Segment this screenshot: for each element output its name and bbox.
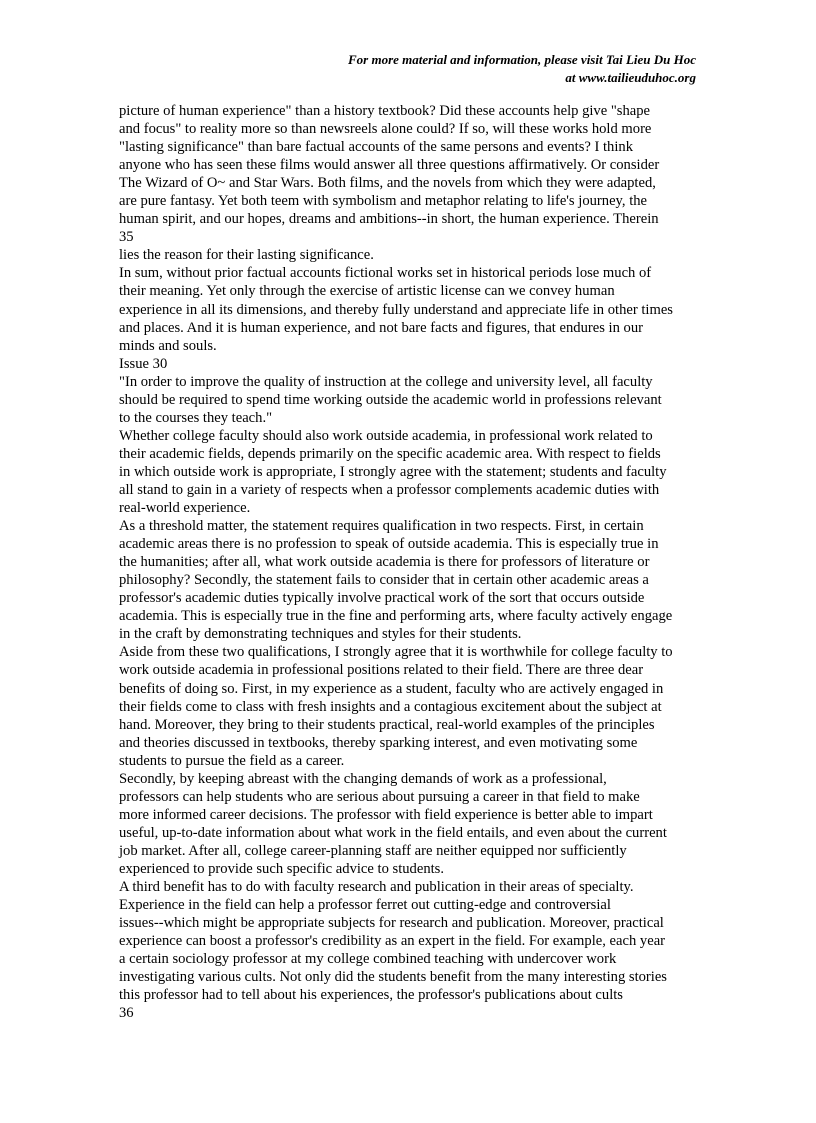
text-line: useful, up-to-date information about what work in the field entails, and even about the current xyxy=(119,824,667,841)
text-line: and focus" to reality more so than newsreels alone could? If so, will these works hold more xyxy=(119,121,652,138)
text-line: their meaning. Yet only through the exercise of artistic license can we convey human xyxy=(119,283,615,300)
text-line: 36 xyxy=(119,1005,134,1022)
text-line: philosophy? Secondly, the statement fails to consider that in certain other academic areas a xyxy=(119,572,649,589)
text-line: job market. After all, college career-planning staff are neither equipped nor sufficiently xyxy=(119,842,627,859)
text-line: investigating various cults. Not only did the students benefit from the many interesting stories xyxy=(119,969,667,986)
page-header xyxy=(348,51,696,87)
text-line: academia. This is especially true in the fine and performing arts, where faculty actively engage xyxy=(119,608,673,625)
text-line: more informed career decisions. The professor with field experience is better able to impart xyxy=(119,806,653,823)
text-line: Experience in the field can help a professor ferret out cutting-edge and controversial xyxy=(119,897,611,914)
text-line: to the courses they teach." xyxy=(119,409,273,426)
text-line: "lasting significance" than bare factual accounts of the same persons and events? I think xyxy=(119,139,634,156)
issue-heading: Issue 30 xyxy=(119,355,168,372)
text-line: students to pursue the field as a career. xyxy=(119,752,345,769)
text-line: their academic fields, depends primarily on the specific academic area. With respect to fields xyxy=(119,445,661,462)
text-line: Whether college faculty should also work outside academia, in professional work related to xyxy=(119,427,653,444)
text-line: As a threshold matter, the statement requires qualification in two respects. First, in certain xyxy=(119,518,644,535)
text-line: professors can help students who are serious about pursuing a career in that field to make xyxy=(119,788,640,805)
text-line: A third benefit has to do with faculty research and publication in their areas of specialty. xyxy=(119,879,634,896)
text-line: Secondly, by keeping abreast with the changing demands of work as a professional, xyxy=(119,770,607,787)
text-line: Aside from these two qualifications, I strongly agree that it is worthwhile for college faculty to xyxy=(119,644,673,661)
text-line: a certain sociology professor at my college combined teaching with undercover work xyxy=(119,951,617,968)
text-line: The Wizard of O~ and Star Wars. Both films, and the novels from which they were adapted, xyxy=(119,175,656,192)
text-line: all stand to gain in a variety of respects when a professor complements academic duties with xyxy=(119,481,660,498)
text-line: professor's academic duties typically involve practical work of the sort that occurs outside xyxy=(119,590,645,607)
text-line: work outside academia in professional positions related to their field. There are three dear xyxy=(119,662,644,679)
text-line: and theories discussed in textbooks, thereby sparking interest, and even motivating some xyxy=(119,734,638,751)
text-line: In sum, without prior factual accounts fictional works set in historical periods lose much of xyxy=(119,265,652,282)
page-number: 35 xyxy=(119,229,134,246)
text-line: minds and souls. xyxy=(119,337,217,354)
text-line: in which outside work is appropriate, I strongly agree with the statement; students and faculty xyxy=(119,463,667,480)
header-line-2: at www.tailieuduhoc.org xyxy=(565,70,696,85)
text-line: academic areas there is no profession to speak of outside academia. This is especially true in xyxy=(119,536,659,553)
text-line: human spirit, and our hopes, dreams and ambitions--in short, the human experience. Therein xyxy=(119,211,659,228)
document-body xyxy=(119,102,704,1022)
text-line: should be required to spend time working outside the academic world in professions relevant xyxy=(119,391,662,408)
text-line: benefits of doing so. First, in my experience as a student, faculty who are actively engaged in xyxy=(119,680,664,697)
text-line: real-world experience. xyxy=(119,500,251,517)
text-line: picture of human experience" than a history textbook? Did these accounts help give "shape xyxy=(119,103,651,119)
text-line: anyone who has seen these films would answer all three questions affirmatively. Or consider xyxy=(119,157,660,174)
text-line: in the craft by demonstrating techniques and styles for their students. xyxy=(119,626,522,643)
text-line: and places. And it is human experience, and not bare facts and figures, that endures in our xyxy=(119,319,643,336)
header-line-1: For more material and information, please visit Tai Lieu Du Hoc xyxy=(347,52,696,67)
text-line: experience in all its dimensions, and thereby fully understand and appreciate life in other times xyxy=(119,301,673,318)
text-line: this professor had to tell about his experiences, the professor's publications about cults xyxy=(119,987,623,1004)
text-line: their fields come to class with fresh insights and a contagious excitement about the subject at xyxy=(119,698,662,715)
text-line: experienced to provide such specific advice to students. xyxy=(119,860,445,877)
text-line: are pure fantasy. Yet both teem with symbolism and metaphor relating to life's journey, the xyxy=(119,193,648,210)
text-line: "In order to improve the quality of instruction at the college and university level, all faculty xyxy=(119,373,653,390)
text-line: lies the reason for their lasting significance. xyxy=(119,247,374,264)
text-line: issues--which might be appropriate subjects for research and publication. Moreover, practical xyxy=(119,915,664,932)
text-line: the humanities; after all, what work outside academia is there for professors of literature or xyxy=(119,554,650,571)
text-line: experience can boost a professor's credibility as an expert in the field. For example, each year xyxy=(119,933,666,950)
text-line: hand. Moreover, they bring to their students practical, real-world examples of the principles xyxy=(119,716,655,733)
